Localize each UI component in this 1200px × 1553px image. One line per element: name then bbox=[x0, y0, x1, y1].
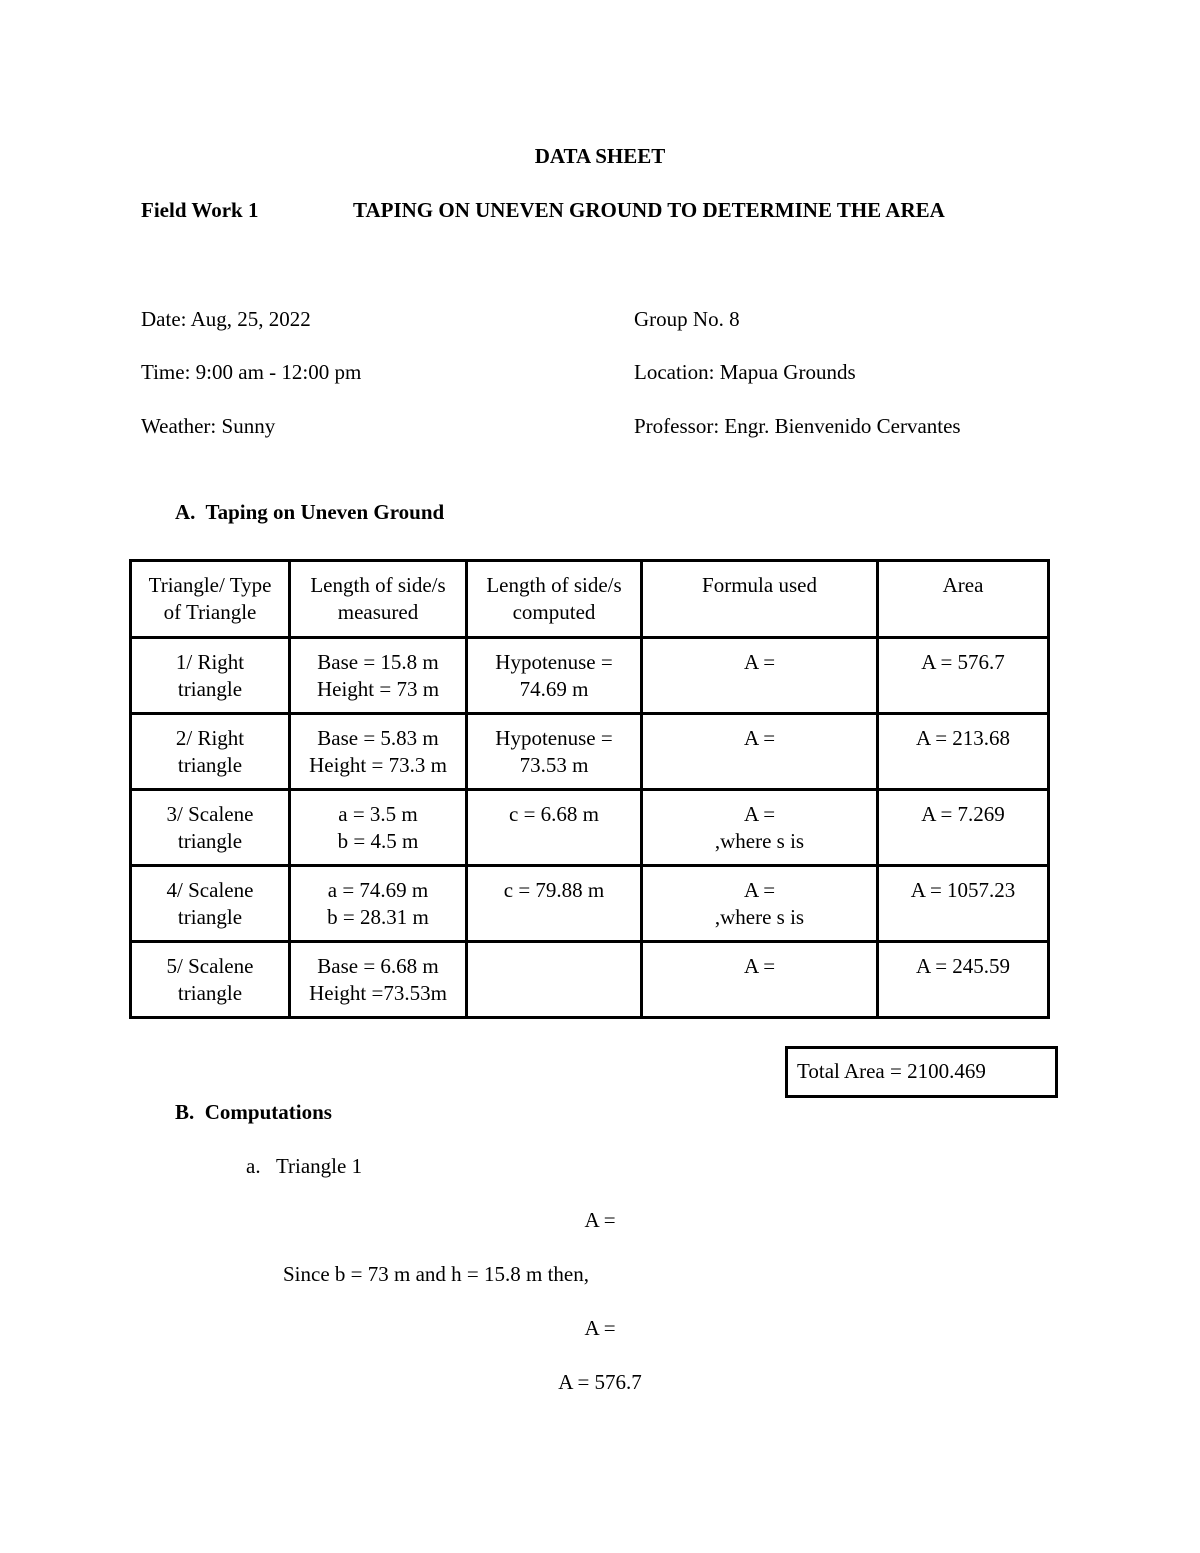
area-cell: A = 1057.23 bbox=[878, 866, 1049, 942]
doc-title: DATA SHEET bbox=[534, 144, 666, 168]
table-row bbox=[131, 866, 1049, 942]
formula-line: A = bbox=[584, 1316, 616, 1340]
formula-cell: A = ,where s is bbox=[642, 866, 878, 942]
formula-cell: A = bbox=[642, 942, 878, 1018]
formula-cell: A = bbox=[642, 714, 878, 790]
measured-cell: Base = 6.68 m Height =73.53m bbox=[290, 942, 467, 1018]
triangle-cell: 1/ Right triangle bbox=[131, 638, 290, 714]
section-a-heading: A. Taping on Uneven Ground bbox=[175, 500, 445, 524]
group-text: Group No. 8 bbox=[634, 307, 740, 331]
formula-cell: A = bbox=[642, 638, 878, 714]
weather-text: Weather: Sunny bbox=[141, 414, 276, 438]
measured-cell: Base = 15.8 m Height = 73 m bbox=[290, 638, 467, 714]
substitution-text: Since b = 73 m and h = 15.8 m then, bbox=[283, 1262, 589, 1286]
triangle-cell: 3/ Scalene triangle bbox=[131, 790, 290, 866]
header-cell: Length of side/s measured bbox=[290, 561, 467, 638]
section-b-heading: B. Computations bbox=[175, 1100, 332, 1124]
time-text: Time: 9:00 am - 12:00 pm bbox=[141, 360, 362, 384]
triangle-cell: 4/ Scalene triangle bbox=[131, 866, 290, 942]
table-row bbox=[131, 790, 1049, 866]
computed-cell: Hypotenuse = 74.69 m bbox=[467, 638, 642, 714]
location-text: Location: Mapua Grounds bbox=[634, 360, 856, 384]
computed-cell: Hypotenuse = 73.53 m bbox=[467, 714, 642, 790]
area-cell: A = 213.68 bbox=[878, 714, 1049, 790]
triangle-cell: 5/ Scalene triangle bbox=[131, 942, 290, 1018]
field-work-label: Field Work 1 bbox=[141, 198, 259, 222]
measured-cell: Base = 5.83 m Height = 73.3 m bbox=[290, 714, 467, 790]
area-cell: A = 245.59 bbox=[878, 942, 1049, 1018]
area-cell: A = 576.7 bbox=[878, 638, 1049, 714]
data-table bbox=[129, 559, 1050, 1019]
computed-cell: c = 79.88 m bbox=[467, 866, 642, 942]
formula-cell: A = ,where s is bbox=[642, 790, 878, 866]
triangle-cell: 2/ Right triangle bbox=[131, 714, 290, 790]
result-line: A = 576.7 bbox=[558, 1370, 642, 1394]
header-cell: Triangle/ Type of Triangle bbox=[131, 561, 290, 638]
professor-text: Professor: Engr. Bienvenido Cervantes bbox=[634, 414, 961, 438]
table-row bbox=[131, 638, 1049, 714]
area-cell: A = 7.269 bbox=[878, 790, 1049, 866]
date-text: Date: Aug, 25, 2022 bbox=[141, 307, 311, 331]
table-row bbox=[131, 942, 1049, 1018]
computed-cell bbox=[467, 942, 642, 1018]
header-cell: Length of side/s computed bbox=[467, 561, 642, 638]
computation-item-a: a. Triangle 1 bbox=[246, 1154, 363, 1178]
table-row bbox=[131, 714, 1049, 790]
measured-cell: a = 74.69 m b = 28.31 m bbox=[290, 866, 467, 942]
formula-line: A = bbox=[584, 1208, 616, 1232]
measured-cell: a = 3.5 m b = 4.5 m bbox=[290, 790, 467, 866]
header-cell: Area bbox=[878, 561, 1049, 638]
table-header-row bbox=[131, 561, 1049, 638]
field-work-title: TAPING ON UNEVEN GROUND TO DETERMINE THE AREA bbox=[353, 198, 945, 222]
total-area-box: Total Area = 2100.469 bbox=[785, 1046, 1058, 1098]
header-cell: Formula used bbox=[642, 561, 878, 638]
computed-cell: c = 6.68 m bbox=[467, 790, 642, 866]
